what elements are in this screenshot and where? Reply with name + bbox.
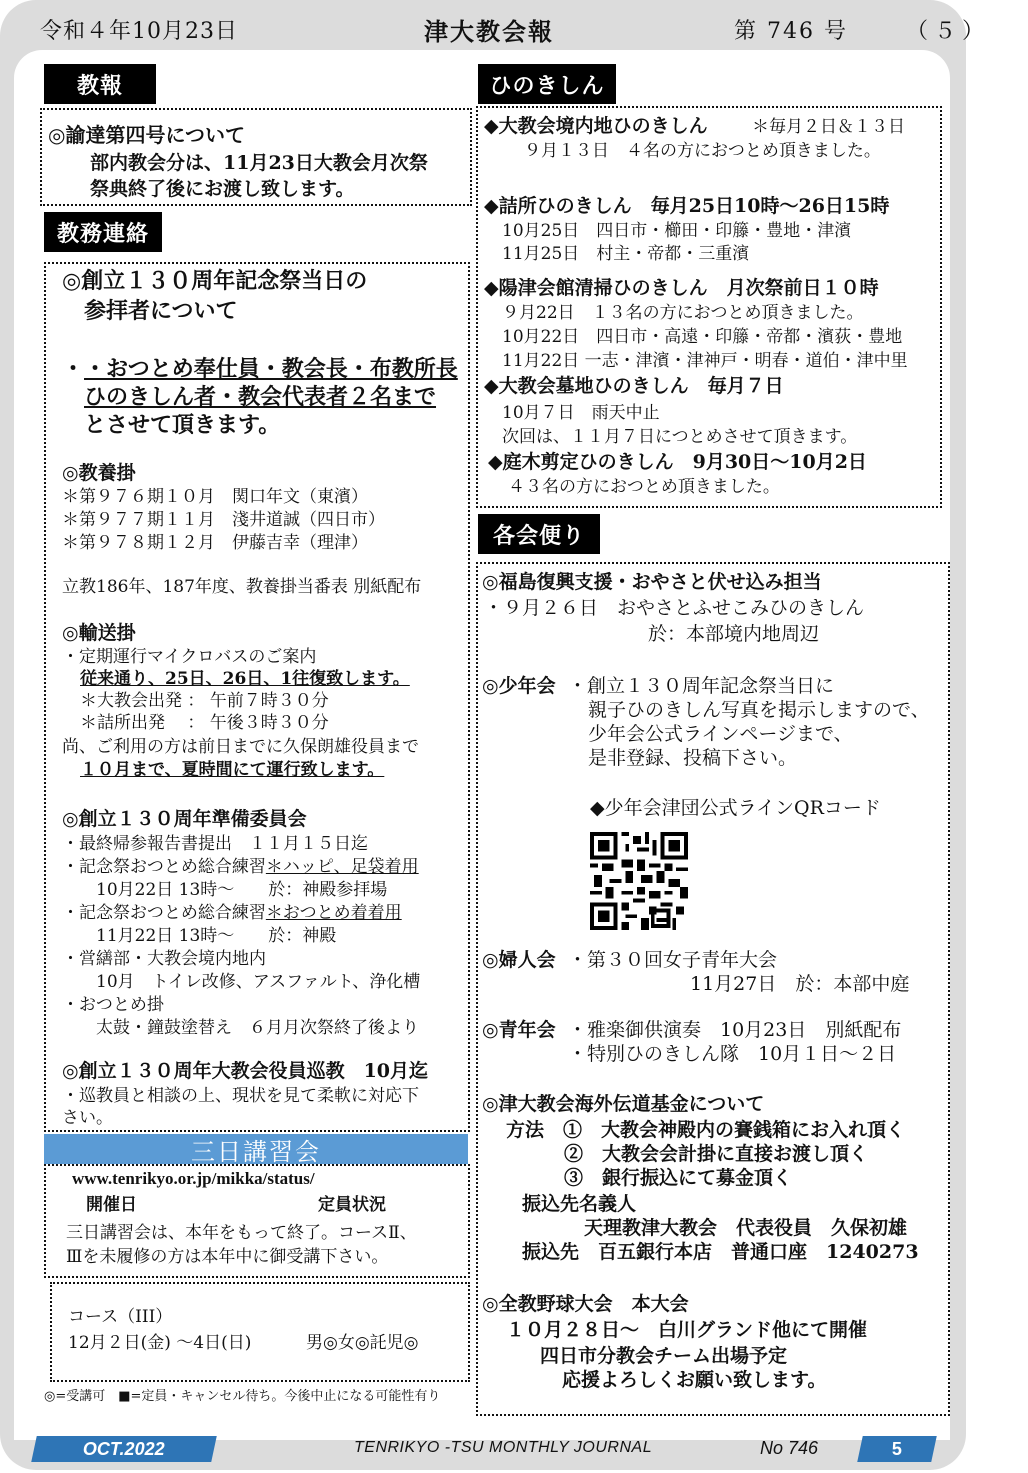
mikka-status: 男◎女◎託児◎	[306, 1333, 419, 1353]
fukushima-heading: ◎福島復興支援・おやさと伏せ込み担当	[482, 571, 822, 593]
mikka-col-date: 開催日	[86, 1195, 137, 1215]
kyomu-text: ・・おつとめ奉仕員・教会長・布教所長	[62, 356, 458, 382]
kyomu-text: とさせて頂きます。	[84, 412, 281, 438]
seinen-text: ・特別ひのきしん隊 10月１日～２日	[568, 1043, 897, 1065]
hinokishin-heading: ◆大教会境内地ひのきしん	[484, 115, 708, 137]
hinokishin-text: 11月22日 一志・津濱・津神戸・明春・道伯・津中里	[502, 351, 908, 371]
hinokishin-tab: ひのきしん	[478, 64, 616, 104]
fukushima-text: ・９月２６日 おやさとふせこみひのきしん	[484, 597, 865, 619]
hinokishin-text: 次回は、１１月７日につとめさせて頂きます。	[502, 427, 858, 447]
junbi-item: ・記念祭おつとめ総合練習＊おつとめ着着用	[62, 903, 402, 923]
kikin-text: 天理教津大教会 代表役員 久保初雄	[584, 1217, 908, 1239]
footer-date: OCT.2022	[31, 1436, 217, 1462]
yuso-heading: ◎輸送掛	[62, 622, 136, 644]
yakyu-text: 四日市分教会チーム出場予定	[540, 1345, 788, 1367]
kikin-text: ② 大教会会計掛に直接お渡し頂く	[564, 1143, 869, 1165]
junbi-item: 10月 トイレ改修、アスファルト、浄化槽	[96, 972, 421, 992]
mikka-note: 三日講習会は、本年をもって終了。コースⅡ、	[66, 1223, 417, 1243]
newsletter-title: 津大教会報	[424, 17, 554, 46]
yuso-item: ＊大教会出発 ： 午前７時３０分	[80, 691, 329, 711]
junbi-item: 11月22日 13時～ 於：神殿	[96, 926, 337, 946]
yakyu-heading: ◎全教野球大会 本大会	[482, 1293, 689, 1315]
fujin-text: ・第３０回女子青年大会	[568, 949, 778, 971]
fukushima-text: 於：本部境内地周辺	[648, 623, 820, 645]
kyoho-heading: ◎諭達第四号について	[48, 123, 246, 147]
mikka-course: コース（III）	[68, 1307, 173, 1327]
kyoho-tab: 教報	[44, 64, 156, 104]
yuso-item: ＊詰所出発 ： 午後３時３０分	[80, 713, 329, 733]
kyoho-text: 祭典終了後にお渡し致します。	[90, 178, 355, 200]
kyoyo-item: ＊第９７７期１１月 淺井道誠（四日市）	[62, 510, 385, 530]
kyoyo-heading: ◎教養掛	[62, 462, 136, 484]
hinokishin-text: ９月22日 １３名の方におつとめ頂きました。	[502, 303, 864, 323]
hinokishin-text: 10月７日 雨天中止	[502, 403, 660, 423]
footer-page: 5	[857, 1436, 937, 1462]
junbi-heading: ◎創立１３０周年準備委員会	[62, 808, 307, 830]
yuso-item: ・定期運行マイクロバスのご案内	[62, 647, 317, 667]
kikin-text: 振込先名義人	[522, 1193, 637, 1215]
kyomu-heading: 参拝者について	[84, 298, 238, 324]
yuso-item: 従来通り、25日、26日、1往復致します。	[80, 669, 410, 689]
seinen-heading: ◎青年会	[482, 1019, 556, 1041]
kyoyo-note: 立教186年、187年度、教養掛当番表 別紙配布	[62, 577, 422, 597]
kyomu-text: ひのきしん者・教会代表者２名まで	[84, 384, 437, 410]
shonen-heading: ◎少年会	[482, 675, 556, 697]
fujin-heading: ◎婦人会	[482, 949, 556, 971]
mikka-col-status: 定員状況	[318, 1195, 386, 1215]
kyoyo-item: ＊第９７８期１２月 伊藤吉幸（理津）	[62, 533, 368, 553]
junbi-item: ・営繕部・大教会境内地内	[62, 949, 266, 969]
junbi-item: 太鼓・鐘鼓塗替え ６月月次祭終了後より	[96, 1018, 419, 1038]
mikka-title: 三日講習会	[44, 1134, 468, 1164]
hinokishin-heading: ◆陽津会館清掃ひのきしん 月次祭前日１０時	[484, 277, 879, 299]
kikin-text: 方法 ① 大教会神殿内の賽銭箱にお入れ頂く	[506, 1119, 906, 1141]
hinokishin-text: 10月22日 四日市・高遠・印籐・帝都・濱荻・豊地	[502, 327, 903, 347]
mikka-note: Ⅲを未履修の方は本年中に御受講下さい。	[66, 1247, 389, 1267]
hinokishin-text: ９月１３日 ４名の方におつとめ頂きました。	[524, 141, 881, 161]
shonen-text: 親子ひのきしん写真を掲示しますので、	[588, 699, 930, 721]
mikka-url[interactable]: www.tenrikyo.or.jp/mikka/status/	[72, 1169, 315, 1188]
footer-journal: TENRIKYO -TSU MONTHLY JOURNAL	[354, 1439, 653, 1456]
issue-date: 令和４年10月23日	[40, 19, 238, 44]
kyoyo-item: ＊第９７６期１０月 関口年文（東濱）	[62, 487, 368, 507]
junbi-item: ・最終帰参報告書提出 １１月１５日迄	[62, 834, 368, 854]
yuso-item: 尚、ご利用の方は前日までに久保朗雄役員まで	[62, 737, 419, 757]
hinokishin-heading: ◆庭木剪定ひのきしん 9月30日～10月2日	[488, 451, 867, 473]
kyoho-text: 部内教会分は、11月23日大教会月次祭	[90, 152, 428, 174]
kikin-text: 振込先 百五銀行本店 普通口座 1240273	[522, 1241, 919, 1263]
shonen-text: ・創立１３０周年記念祭当日に	[568, 675, 835, 697]
junbi-item: 10月22日 13時～ 於：神殿参拝場	[96, 880, 388, 900]
junkyo-text: さい。	[62, 1108, 113, 1128]
shonen-qr-label: ◆少年会津団公式ラインQRコード	[590, 797, 881, 819]
junbi-item: ・記念祭おつとめ総合練習＊ハッピ、足袋着用	[62, 857, 419, 877]
mikka-legend: ◎=受講可 ■=定員・キャンセル待ち。今後中止になる可能性有り	[44, 1389, 441, 1404]
kikin-heading: ◎津大教会海外伝道基金について	[482, 1093, 765, 1115]
yakyu-text: 応援よろしくお願い致します。	[562, 1369, 827, 1391]
hinokishin-heading: ◆大教会墓地ひのきしん 毎月７日	[484, 375, 784, 397]
junbi-item: ・おつとめ掛	[62, 995, 164, 1015]
hinokishin-heading: ◆詰所ひのきしん 毎月25日10時～26日15時	[484, 195, 890, 217]
hinokishin-text: 10月25日 四日市・櫛田・印籐・豊地・津濱	[502, 221, 852, 241]
seinen-text: ・雅楽御供演奏 10月23日 別紙配布	[568, 1019, 902, 1041]
kyomu-heading: ◎創立１３０周年記念祭当日の	[62, 268, 368, 294]
shonen-text: 少年会公式ラインページまで、	[588, 723, 853, 745]
yakyu-text: １０月２８日～ 白川グランド他にて開催	[506, 1319, 868, 1341]
kakukai-tab: 各会便り	[478, 514, 600, 554]
fujin-text: 11月27日 於：本部中庭	[690, 973, 910, 995]
hinokishin-text: ４３名の方におつとめ頂きました。	[508, 477, 780, 497]
issue-number: 第 746 号	[734, 19, 848, 44]
footer-number: No 746	[760, 1438, 819, 1458]
hinokishin-note: ＊毎月２日＆１３日	[752, 117, 905, 137]
shonen-text: 是非登録、投稿下さい。	[588, 747, 798, 769]
yuso-item: １０月まで、夏時間にて運行致します。	[80, 760, 385, 780]
mikka-date: 12月２日(金) ～4日(日)	[68, 1333, 252, 1353]
kyomu-tab: 教務連絡	[44, 212, 162, 252]
junkyo-heading: ◎創立１３０周年大教会役員巡教 10月迄	[62, 1060, 429, 1082]
hinokishin-text: 11月25日 村主・帝都・三重濱	[502, 244, 750, 264]
kikin-text: ③ 銀行振込にて募金頂く	[564, 1167, 793, 1189]
junkyo-text: ・巡教員と相談の上、現状を見て柔軟に対応下	[62, 1086, 419, 1106]
page-number: （５）	[906, 19, 991, 44]
qr-code-icon[interactable]	[590, 832, 688, 930]
